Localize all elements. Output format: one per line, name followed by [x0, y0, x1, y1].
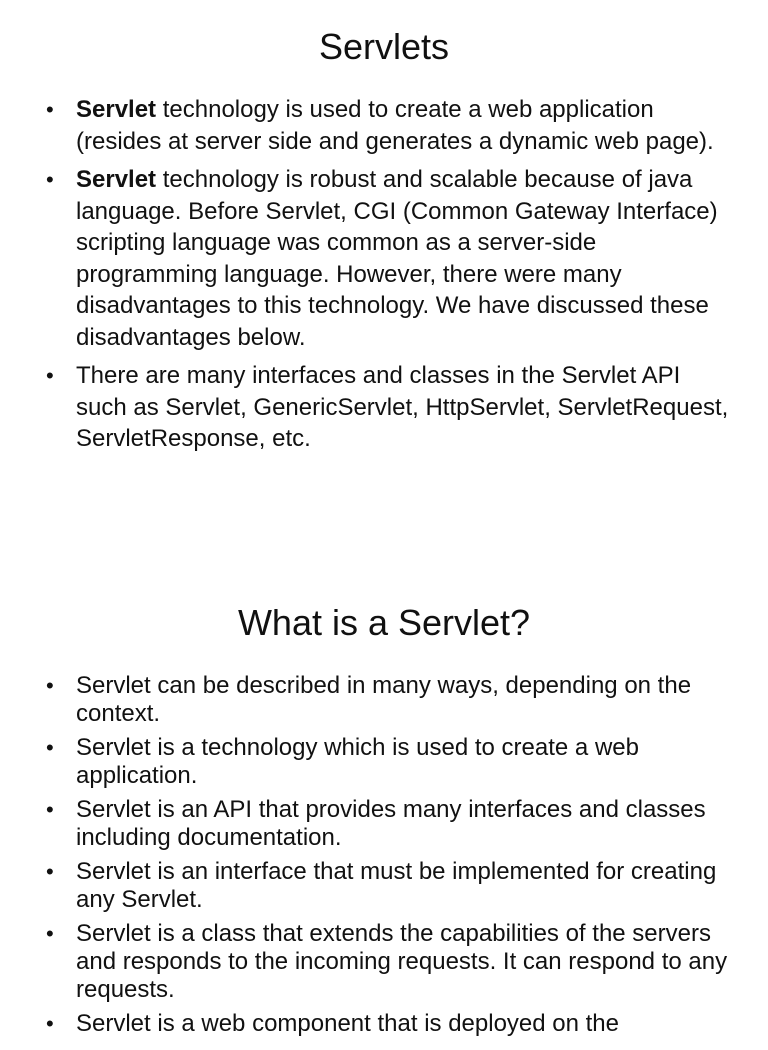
bullet-item [44, 672, 734, 728]
bullet-text: technology is used to create a web application (resides at server side and generates a dynamic web page). [76, 96, 714, 155]
bullet-item [44, 94, 734, 157]
slide-what-is-a-servlet [0, 590, 768, 1050]
bullet-item [44, 1010, 734, 1038]
bullet-item [44, 920, 734, 1004]
bold-term: Servlet [76, 166, 157, 193]
bullet-item [44, 360, 734, 455]
bullet-item [44, 734, 734, 790]
bullet-text: Servlet can be described in many ways, depending on the context. [76, 672, 692, 727]
bullet-item [44, 796, 734, 852]
slide-servlets [0, 0, 768, 520]
bullet-text: Servlet is an API that provides many interfaces and classes including documentation. [76, 796, 706, 851]
bullet-text: Servlet is a web component that is deployed on the [76, 1010, 619, 1037]
bullet-list [0, 94, 768, 455]
slide-title: Servlets [318, 26, 450, 67]
bullet-text: Servlet is a technology which is used to create a web application. [76, 734, 639, 789]
bullet-text: Servlet is an interface that must be implemented for creating any Servlet. [76, 858, 717, 913]
slide-title: What is a Servlet? [237, 602, 531, 643]
bullet-list [0, 672, 768, 1038]
bullet-text: technology is robust and scalable because of java language. Before Servlet, CGI (Common Gateway Interface) scripting language was common as a server-side programming language. However, there were many disadvantages to this technology. We have discussed these disadvantages below. [76, 166, 718, 351]
bullet-text: Servlet is a class that extends the capabilities of the servers and responds to the incoming requests. It can respond to any requests. [76, 920, 728, 1003]
bullet-item [44, 858, 734, 914]
bold-term: Servlet [76, 96, 157, 123]
bullet-item [44, 164, 734, 353]
bullet-text: There are many interfaces and classes in the Servlet API such as Servlet, GenericServlet, HttpServlet, ServletRequest, ServletResponse, etc. [76, 362, 729, 452]
